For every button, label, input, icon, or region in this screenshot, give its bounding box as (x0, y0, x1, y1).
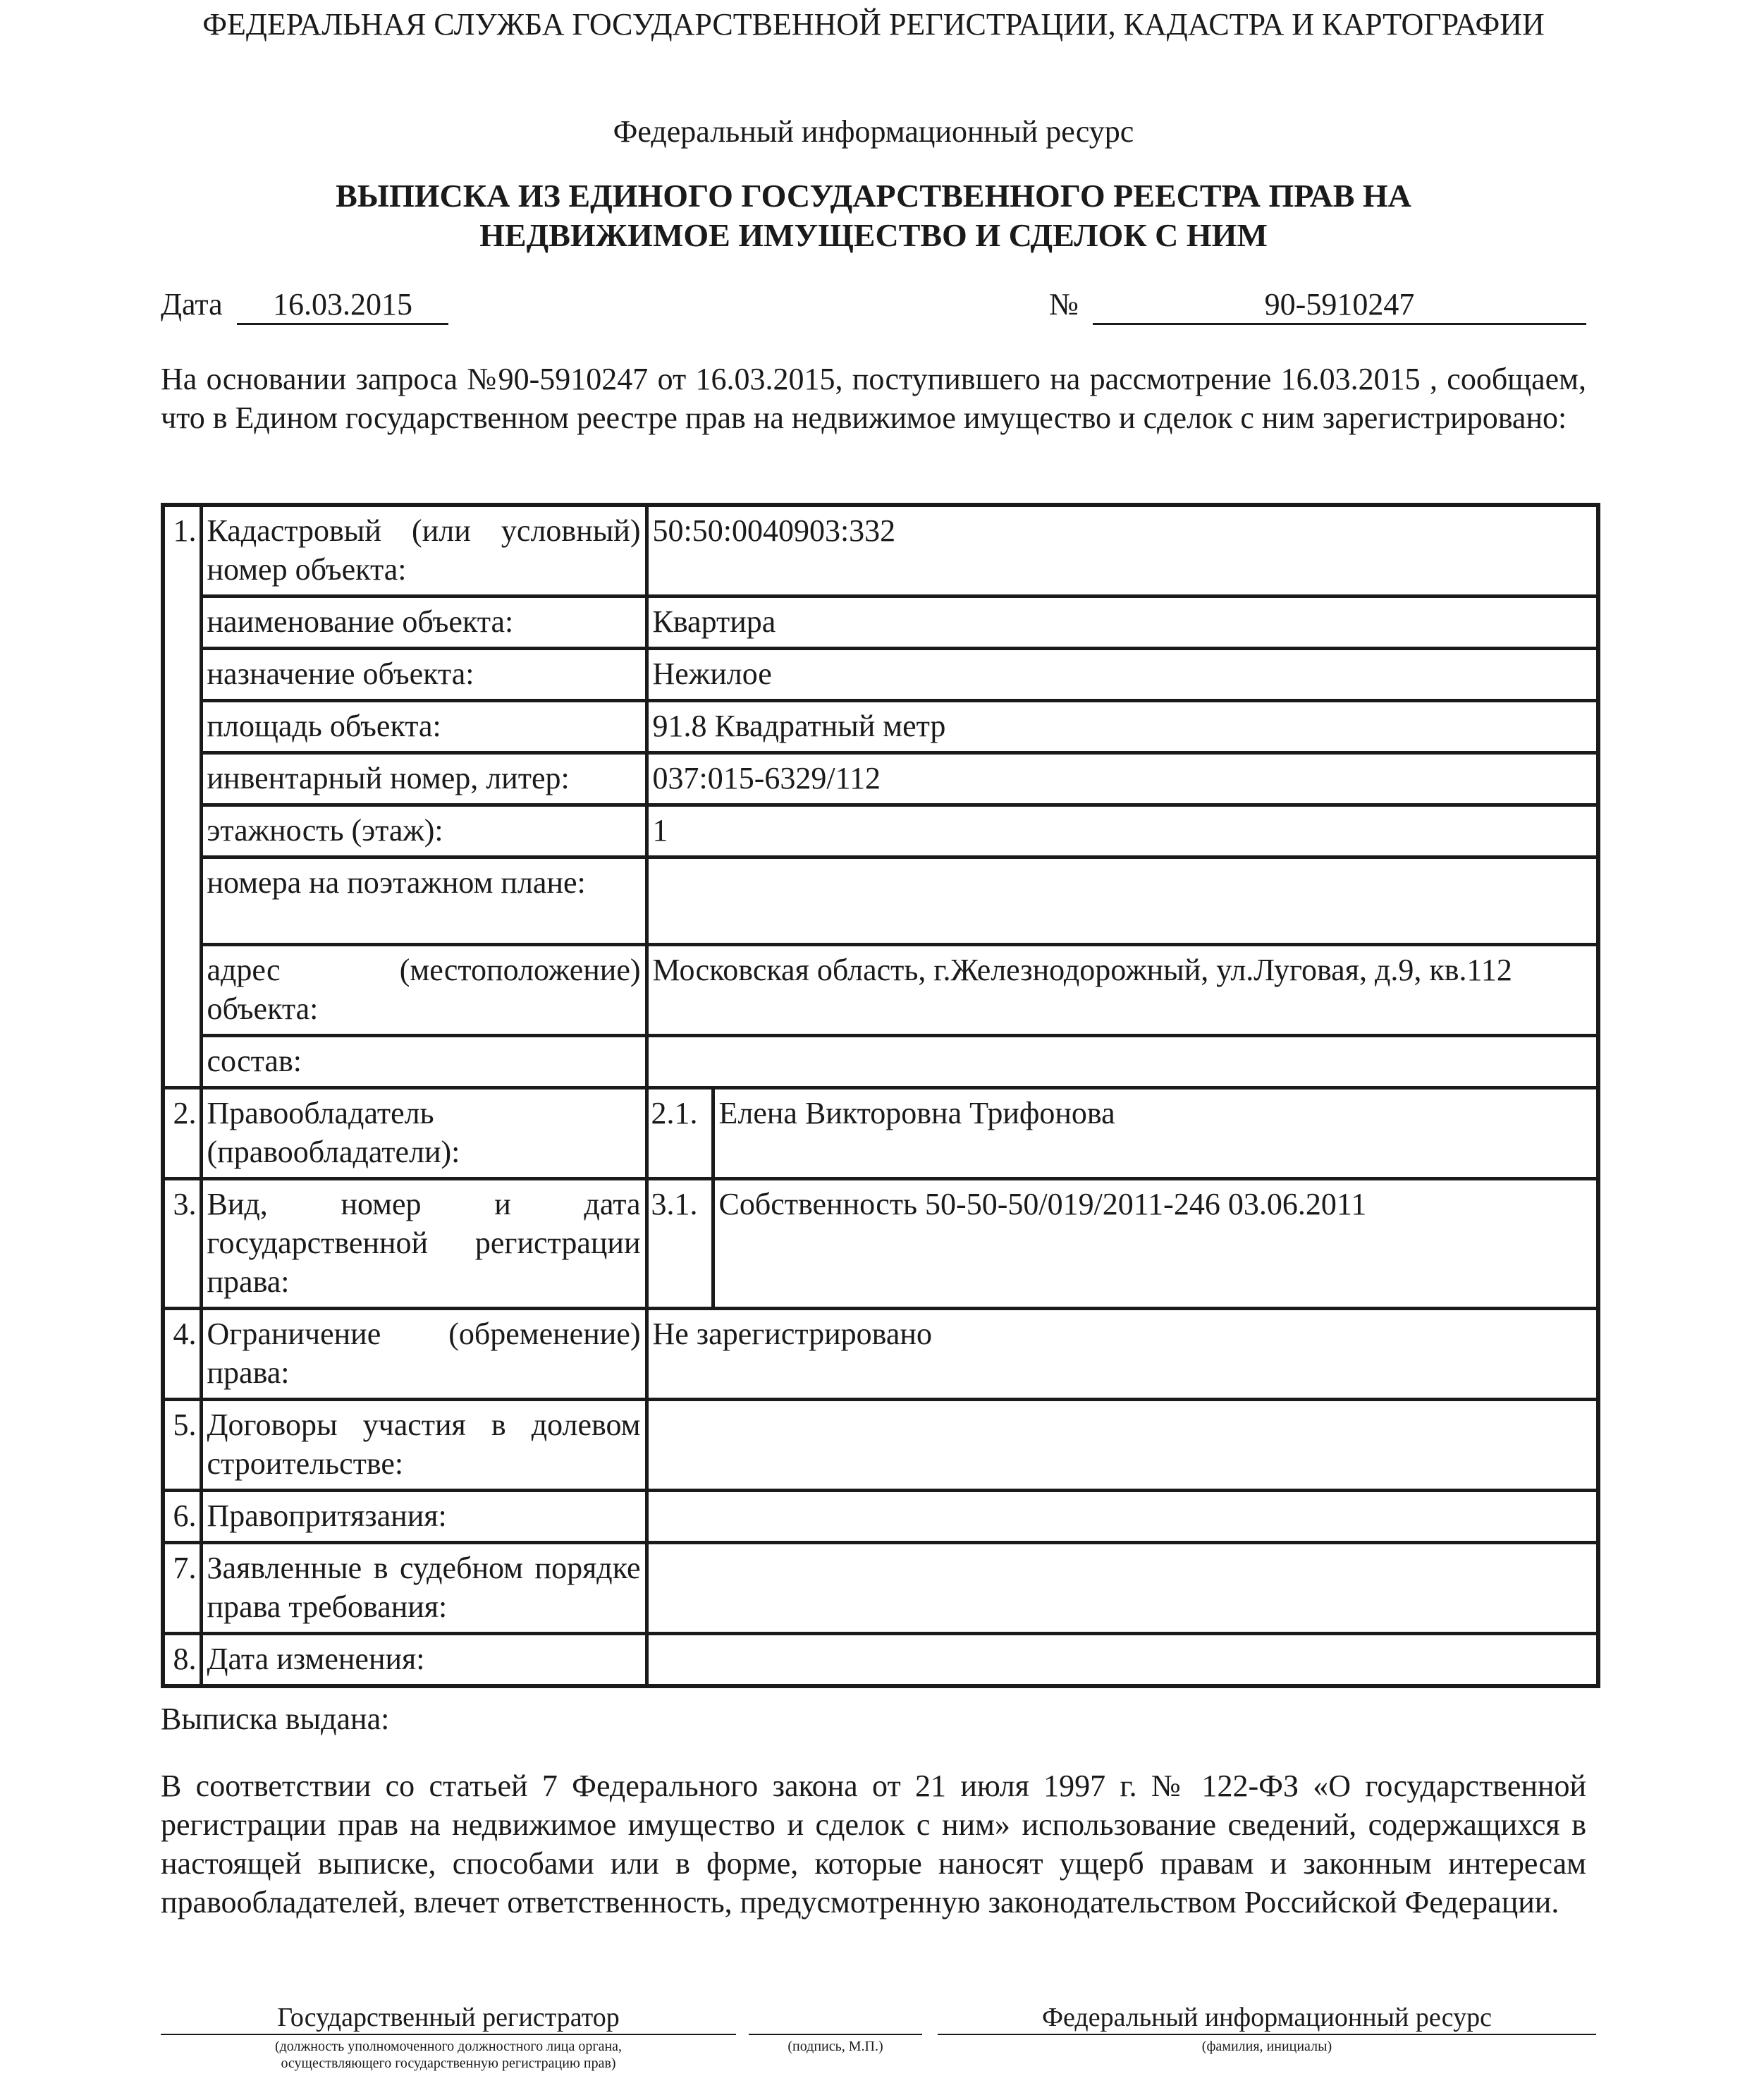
sign-caption: (подпись, М.П.) (787, 2039, 883, 2054)
row-label: состав: (201, 1036, 646, 1088)
agency-name: ФЕДЕРАЛЬНАЯ СЛУЖБА ГОСУДАРСТВЕННОЙ РЕГИСТРАЦИИ, КАДАСТРА И КАРТОГРАФИИ (202, 7, 1545, 42)
row-subnumber: 2.1. (646, 1088, 713, 1179)
position-value: Государственный регистратор (161, 2001, 736, 2035)
table-row (163, 857, 1598, 945)
row-value (646, 1036, 1598, 1088)
name-caption: (фамилия, инициалы) (1201, 2039, 1332, 2054)
law-paragraph: В соответствии со статьей 7 Федерального закона от 21 июля 1997 г. № 122-ФЗ «О государственной регистрации прав на недвижимое имущество и сделок с ним» использование сведений, содержащихся в настоящей выписке, способами или в форме, которые наносят ущерб правам и законным интересам правообладателей, влечет ответственность, предусмотренную законодательством Российской Федерации. (161, 1769, 1586, 1919)
row-number: 6. (163, 1491, 201, 1543)
row-label: Дата изменения: (201, 1634, 646, 1687)
row-value: Квартира (646, 597, 1598, 649)
row-label: номера на поэтажном плане: (201, 857, 646, 945)
row-value: Собственность 50-50-50/019/2011-246 03.06.2011 (713, 1179, 1598, 1309)
row-number: 3. (163, 1179, 201, 1309)
row-label: наименование объекта: (201, 597, 646, 649)
row-subnumber: 3.1. (646, 1179, 713, 1309)
table-row (163, 1309, 1598, 1400)
table-row (163, 1088, 1598, 1179)
row-number: 5. (163, 1400, 201, 1491)
position-caption-line1: (должность уполномоченного должностного лица органа, (274, 2039, 623, 2054)
row-number: 4. (163, 1309, 201, 1400)
signature-name (938, 2001, 1596, 2055)
intro-paragraph: На основании запроса №90-5910247 от 16.03.2015, поступившего на рассмотрение 16.03.2015 , сообщаем, что в Едином государственном реестре прав на недвижимое имущество и сделок с ним зарегистрировано: (161, 362, 1586, 435)
table-row (163, 1400, 1598, 1491)
position-caption (161, 2038, 736, 2072)
signature-sign (749, 2001, 922, 2055)
row-label: Вид, номер и дата государственной регистрации права: (201, 1179, 646, 1309)
row-value (646, 1543, 1598, 1634)
table-row (163, 805, 1598, 857)
row-value: 91.8 Квадратный метр (646, 701, 1598, 753)
table-row (163, 649, 1598, 701)
row-label: этажность (этаж): (201, 805, 646, 857)
row-value (646, 1400, 1598, 1491)
row-number: 2. (163, 1088, 201, 1179)
table-row (163, 1036, 1598, 1088)
row-value (646, 857, 1598, 945)
table-row (163, 753, 1598, 805)
row-value: 50:50:0040903:332 (646, 505, 1598, 597)
position-caption-line2: осуществляющего государственную регистрацию прав) (281, 2056, 616, 2071)
date-value: 16.03.2015 (237, 286, 448, 325)
row-value: Не зарегистрировано (646, 1309, 1598, 1400)
row-label: Ограничение (обременение) права: (201, 1309, 646, 1400)
date-number-line (161, 286, 1586, 329)
row-value: Московская область, г.Железнодорожный, ул.Луговая, д.9, кв.112 (646, 945, 1598, 1036)
row-value: 037:015-6329/112 (646, 753, 1598, 805)
row-label: Договоры участия в долевом строительстве: (201, 1400, 646, 1491)
name-value: Федеральный информационный ресурс (938, 2001, 1596, 2035)
table-row (163, 1634, 1598, 1687)
signature-position (161, 2001, 736, 2072)
row-value (646, 1491, 1598, 1543)
table-row (163, 1543, 1598, 1634)
table-row (163, 505, 1598, 597)
row-value: 1 (646, 805, 1598, 857)
issued-label: Выписка выдана: (161, 1702, 390, 1736)
row-label: Правопритязания: (201, 1491, 646, 1543)
document-title (161, 176, 1586, 255)
table-row (163, 1179, 1598, 1309)
table-row (163, 1491, 1598, 1543)
table-row (163, 701, 1598, 753)
number-label: № (1049, 287, 1079, 322)
row-number: 7. (163, 1543, 201, 1634)
row-label: Правообладатель (правообладатели): (201, 1088, 646, 1179)
row-label: адрес (местоположение) объекта: (201, 945, 646, 1036)
table-row (163, 945, 1598, 1036)
row-label: назначение объекта: (201, 649, 646, 701)
row-label: Кадастровый (или условный) номер объекта: (201, 505, 646, 597)
row-label: площадь объекта: (201, 701, 646, 753)
sign-value (749, 2001, 922, 2035)
row-value: Елена Викторовна Трифонова (713, 1088, 1598, 1179)
number-value: 90-5910247 (1093, 286, 1586, 325)
registry-table (161, 503, 1600, 1688)
document-title-line1: ВЫПИСКА ИЗ ЕДИНОГО ГОСУДАРСТВЕННОГО РЕЕСТРА ПРАВ НА (336, 178, 1411, 214)
row-label: инвентарный номер, литер: (201, 753, 646, 805)
row-value: Нежилое (646, 649, 1598, 701)
document-title-line2: НЕДВИЖИМОЕ ИМУЩЕСТВО И СДЕЛОК С НИМ (479, 217, 1268, 253)
row-number: 8. (163, 1634, 201, 1687)
row-number: 1. (163, 505, 201, 1088)
resource-name: Федеральный информационный ресурс (613, 114, 1134, 149)
table-row (163, 597, 1598, 649)
row-value (646, 1634, 1598, 1687)
row-label: Заявленные в судебном порядке права требования: (201, 1543, 646, 1634)
date-label: Дата (161, 287, 223, 322)
